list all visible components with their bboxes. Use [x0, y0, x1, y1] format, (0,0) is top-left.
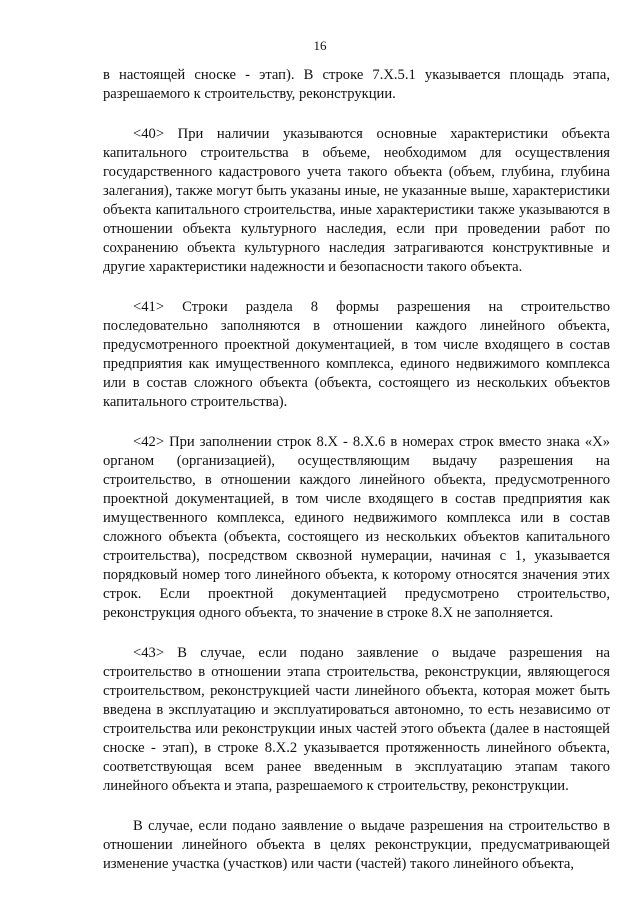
document-body: [103, 66, 610, 895]
footnote-40: <40> При наличии указываются основные характеристики объекта капитального строительства в объеме, необходимом для осуществления государственного кадастрового учета такого объекта (объем, глубина, глубина залегания), также могут быть указаны иные, не указанные выше, характеристики объекта капитального строительства, иные характеристики также указываются в отношении объекта культурного наследия, если при проведении работ по сохранению объекта культурного наследия затрагиваются конструктивные и другие характеристики надежности и безопасности такого объекта.: [103, 126, 610, 275]
paragraph-reconstruction-case: В случае, если подано заявление о выдаче разрешения на строительство в отношении линейного объекта в целях реконструкции, предусматривающей изменение участка (участков) или части (частей) такого линейного объекта,: [103, 818, 610, 872]
footnote-43: <43> В случае, если подано заявление о выдаче разрешения на строительство в отношении этапа строительства, реконструкции, являющегося строительством, реконструкцией части линейного объекта, которая может быть введена в эксплуатацию и эксплуатироваться автономно, то есть независимо от строительства или реконструкции иных частей этого объекта (далее в настоящей сноске - этап), в строке 8.Х.2 указывается протяженность линейного объекта, соответствующая всем ранее введенным в эксплуатацию этапам такого линейного объекта и этапа, разрешаемого к строительству, реконструкции.: [103, 645, 610, 794]
footnote-41: <41> Строки раздела 8 формы разрешения на строительство последовательно заполняются в отношении каждого линейного объекта, предусмотренного проектной документацией, в том числе входящего в состав предприятия как имущественного комплекса, единого недвижимого комплекса или в состав сложного объекта (объекта, состоящего из нескольких объектов капитального строительства).: [103, 299, 610, 410]
paragraph-continuation: в настоящей сноске - этап). В строке 7.Х.5.1 указывается площадь этапа, разрешаемого к строительству, реконструкции.: [103, 67, 610, 102]
footnote-42: <42> При заполнении строк 8.Х - 8.Х.6 в номерах строк вместо знака «Х» органом (организацией), осуществляющим выдачу разрешения на строительство, в отношении каждого линейного объекта, предусмотренного проектной документацией, в том числе входящего в состав предприятия как имущественного комплекса, единого недвижимого комплекса или в состав сложного объекта (объекта, состоящего из нескольких объектов капитального строительства), посредством сквозной нумерации, начиная с 1, указывается порядковый номер того линейного объекта, к которому относятся значения этих строк. Если проектной документацией предусмотрено строительство, реконструкция одного объекта, то значение в строке 8.Х не заполняется.: [103, 434, 610, 621]
page-number: 16: [313, 38, 327, 53]
